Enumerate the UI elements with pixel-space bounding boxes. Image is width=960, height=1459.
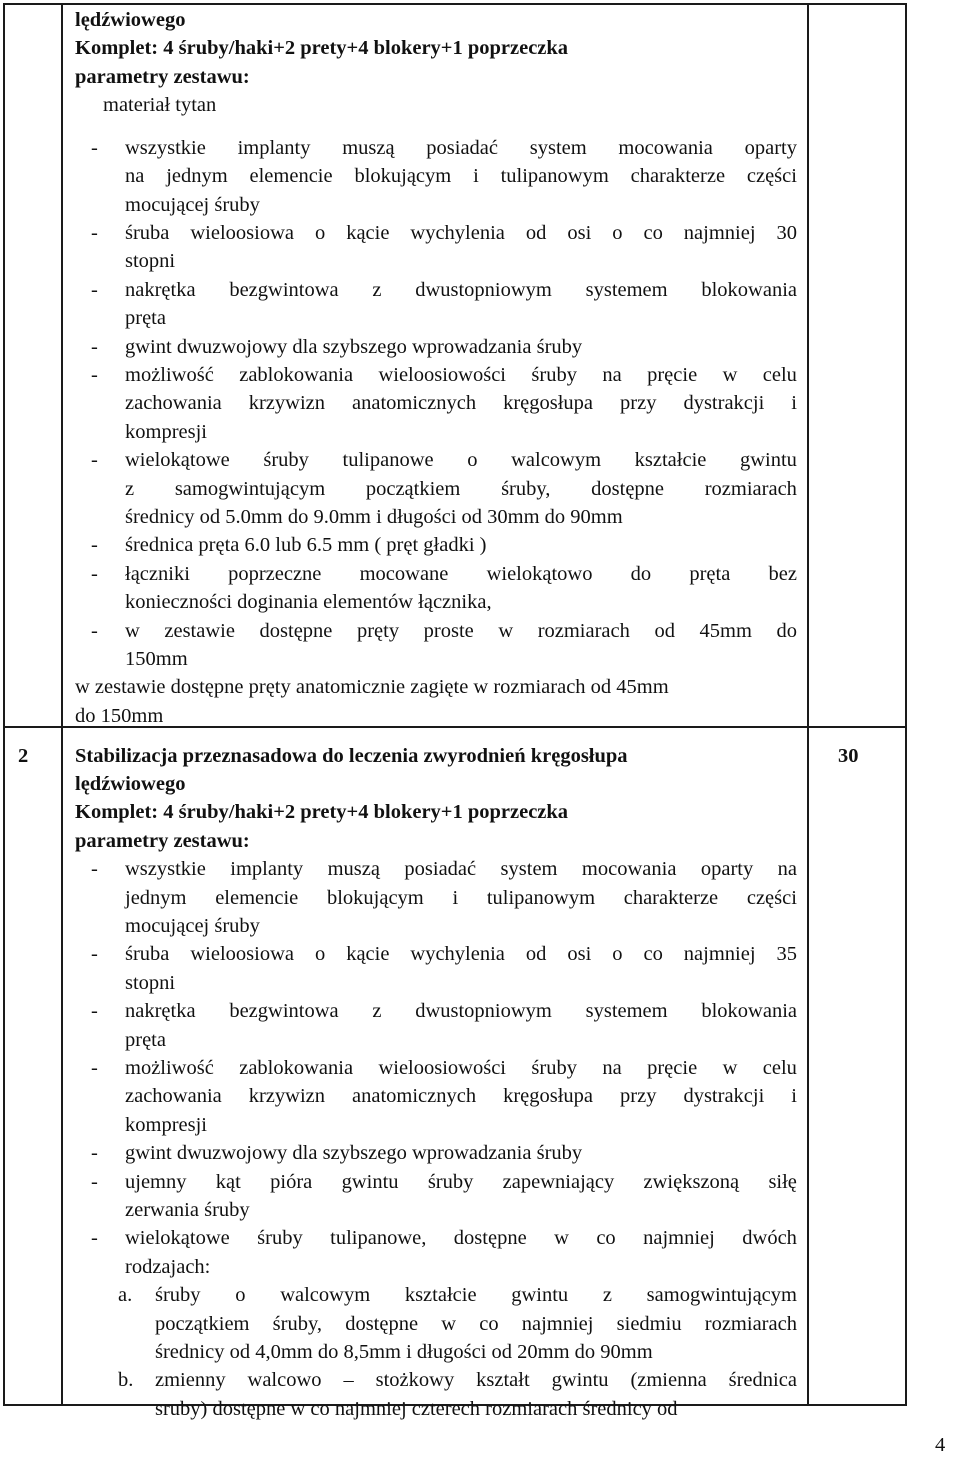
row1-item-line: możliwość zablokowania wieloosiowości śruby na pręcie w celu bbox=[125, 364, 797, 386]
row2-item-marker: - bbox=[91, 1142, 98, 1165]
row1-item-line: pręta bbox=[125, 307, 166, 330]
row2-item-line: rodzajach: bbox=[125, 1255, 211, 1278]
row1-kit: Komplet: 4 śruby/haki+2 prety+4 blokery+1 poprzeczka bbox=[75, 37, 569, 60]
row2-item-marker: - bbox=[91, 858, 98, 881]
row1-item-marker: - bbox=[91, 619, 98, 642]
row1-item-line: wielokątowe śruby tulipanowe o walcowym kształcie gwintu bbox=[125, 449, 797, 472]
row2-item-line: śruba wieloosiowa o kącie wychylenia od osi o co najmniej 35 bbox=[125, 943, 797, 966]
row1-item-marker: - bbox=[91, 136, 98, 159]
table-right-border bbox=[905, 3, 907, 1406]
row1-item-line: kompresji bbox=[125, 420, 207, 443]
row1-item-line: śruba wieloosiowa o kącie wychylenia od osi o co najmniej 30 bbox=[125, 222, 797, 244]
row1-tail-line: do 150mm bbox=[75, 704, 164, 727]
row2-kit: Komplet: 4 śruby/haki+2 prety+4 blokery+1 poprzeczka bbox=[75, 801, 569, 824]
row2-item-line: ujemny kąt pióra gwintu śruby zapewniający zwiększoną siłę bbox=[125, 1170, 797, 1193]
row2-title: Stabilizacja przeznasadowa do leczenia zwyrodnień kręgosłupa bbox=[75, 744, 628, 767]
row1-item-line: wszystkie implanty muszą posiadać system mocowania oparty bbox=[125, 136, 797, 159]
row2-subitem-line: średnicy od 4,0mm do 8,5mm i długości od 20mm do 90mm bbox=[155, 1340, 653, 1363]
row2-item-marker: - bbox=[91, 1000, 98, 1023]
row1-item-marker: - bbox=[91, 222, 98, 244]
row2-number: 2 bbox=[18, 744, 29, 767]
row1-item-line: z samogwintującym początkiem śruby, dostępne rozmiarach bbox=[125, 477, 797, 500]
row2-item-line: mocującej śruby bbox=[125, 914, 260, 937]
row2-subitem-line: sruby) dostępne w co najmniej czterech rozmiarach średnicy od bbox=[155, 1397, 678, 1420]
row1-item-marker: - bbox=[91, 335, 98, 358]
row1-item-line: zachowania krzywizn anatomicznych kręgosłupa przy dystrakcji i bbox=[125, 392, 797, 415]
row1-item-line: gwint dwuzwojowy dla szybszego wprowadzania śruby bbox=[125, 335, 583, 358]
row1-item-line: konieczności doginania elementów łącznika, bbox=[125, 591, 492, 614]
row2-item-line: wielokątowe śruby tulipanowe, dostępne w co najmniej dwóch bbox=[125, 1227, 797, 1250]
row2-item-line: kompresji bbox=[125, 1113, 207, 1136]
row2-subitem-marker: a. bbox=[118, 1284, 133, 1307]
row1-item-line: w zestawie dostępne pręty proste w rozmiarach od 45mm do bbox=[125, 619, 797, 642]
row2-item-marker: - bbox=[91, 1227, 98, 1250]
row1-item-marker: - bbox=[91, 278, 98, 301]
row2-item-line: zachowania krzywizn anatomicznych kręgosłupa przy dystrakcji i bbox=[125, 1085, 797, 1108]
row2-item-marker: - bbox=[91, 1056, 98, 1079]
row2-item-line: pręta bbox=[125, 1028, 166, 1051]
row1-item-marker: - bbox=[91, 534, 98, 557]
row2-item-line: stopni bbox=[125, 971, 176, 994]
column-divider-description bbox=[807, 3, 809, 1406]
row2-item-marker: - bbox=[91, 943, 98, 966]
row1-item-line: średnicy od 5.0mm do 9.0mm i długości od 30mm do 90mm bbox=[125, 506, 623, 528]
row2-subitem-line: zmienny walcowo – stożkowy kształt gwintu (zmienna średnica bbox=[155, 1369, 797, 1392]
row2-item-line: gwint dwuzwojowy dla szybszego wprowadzania śruby bbox=[125, 1142, 583, 1165]
row2-params-label: parametry zestawu: bbox=[75, 829, 250, 852]
table-top-border bbox=[3, 3, 907, 5]
row1-item-marker: - bbox=[91, 364, 98, 386]
row2-item-line: nakrętka bezgwintowa z dwustopniowym systemem blokowania bbox=[125, 1000, 797, 1023]
row1-item-line: stopni bbox=[125, 250, 176, 273]
row1-item-line: łączniki poprzeczne mocowane wielokątowo do pręta bez bbox=[125, 562, 797, 585]
row1-material: materiał tytan bbox=[103, 94, 217, 117]
row2-quantity: 30 bbox=[838, 744, 859, 767]
row2-item-line: wszystkie implanty muszą posiadać system mocowania oparty na bbox=[125, 858, 797, 881]
row1-item-line: średnica pręta 6.0 lub 6.5 mm ( pręt gładki ) bbox=[125, 534, 487, 557]
row2-subitem-line: początkiem śruby, dostępne w co najmniej siedmiu rozmiarach bbox=[155, 1312, 797, 1335]
page-number: 4 bbox=[935, 1434, 946, 1456]
row2-item-marker: - bbox=[91, 1170, 98, 1193]
column-divider-number bbox=[61, 3, 63, 1406]
row1-item-line: nakrętka bezgwintowa z dwustopniowym systemem blokowania bbox=[125, 278, 797, 301]
row2-item-line: zerwania śruby bbox=[125, 1198, 250, 1221]
row1-heading-continuation: lędźwiowego bbox=[75, 9, 186, 31]
row2-title-continuation: lędźwiowego bbox=[75, 772, 186, 795]
row1-item-marker: - bbox=[91, 449, 98, 472]
row1-params-label: parametry zestawu: bbox=[75, 65, 250, 88]
row1-tail-line: w zestawie dostępne pręty anatomicznie zagięte w rozmiarach od 45mm bbox=[75, 676, 669, 699]
row1-item-marker: - bbox=[91, 562, 98, 585]
row1-item-line: na jednym elemencie blokującym i tulipanowym charakterze części bbox=[125, 165, 797, 188]
table-left-border bbox=[3, 3, 5, 1406]
row2-item-line: możliwość zablokowania wieloosiowości śruby na pręcie w celu bbox=[125, 1056, 797, 1079]
row2-subitem-line: śruby o walcowym kształcie gwintu z samogwintującym bbox=[155, 1284, 797, 1307]
row2-subitem-marker: b. bbox=[118, 1369, 134, 1392]
row1-item-line: mocującej śruby bbox=[125, 193, 260, 216]
row1-item-line: 150mm bbox=[125, 648, 188, 670]
row2-item-line: jednym elemencie blokującym i tulipanowym charakterze części bbox=[125, 886, 797, 909]
